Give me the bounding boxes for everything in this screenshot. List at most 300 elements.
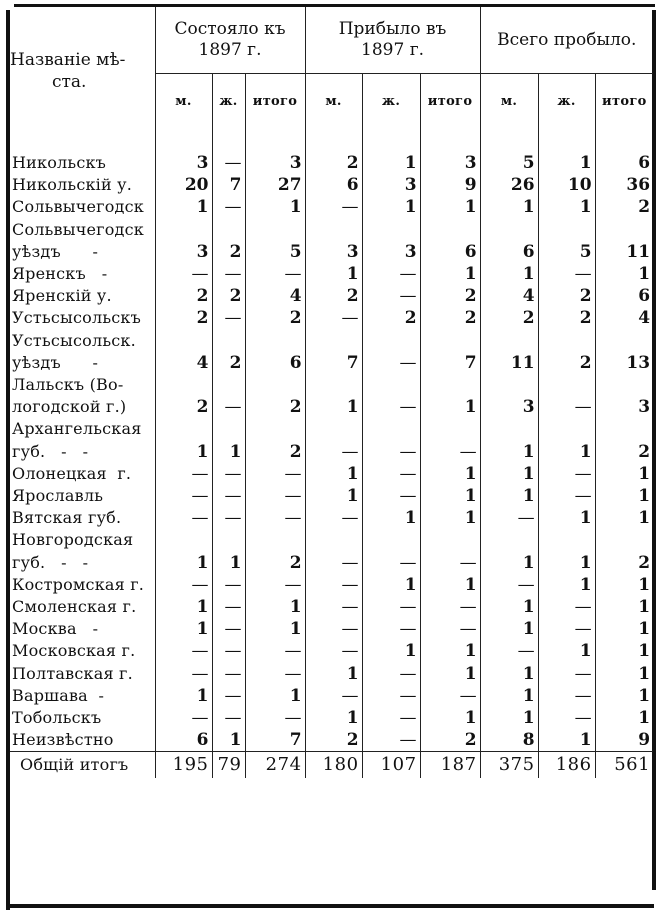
value-cell: — (305, 307, 362, 329)
value-cell (245, 330, 305, 352)
value-cell: 2 (480, 307, 538, 329)
value-cell: 3 (595, 396, 653, 418)
value-cell: — (212, 707, 245, 729)
table-row (10, 263, 653, 285)
value-cell: — (538, 396, 595, 418)
place-name: Ярославль (12, 486, 104, 506)
value-cell: — (155, 640, 212, 662)
value-cell: — (212, 663, 245, 685)
place-name: Новгородская (12, 530, 134, 550)
value-cell: — (362, 263, 420, 285)
value-cell: — (362, 463, 420, 485)
value-cell: 1 (480, 263, 538, 285)
value-cell (595, 374, 653, 396)
value-cell: — (212, 263, 245, 285)
value-cell: 27 (245, 174, 305, 196)
value-cell: — (538, 463, 595, 485)
value-cell: 1 (480, 663, 538, 685)
value-cell (212, 219, 245, 241)
table-row (10, 441, 653, 463)
value-cell: — (538, 618, 595, 640)
value-cell: 13 (595, 352, 653, 374)
total-value: 561 (595, 752, 653, 779)
value-cell (245, 529, 305, 551)
value-cell: 3 (480, 396, 538, 418)
value-cell: 1 (212, 729, 245, 752)
value-cell (155, 330, 212, 352)
value-cell: 2 (362, 307, 420, 329)
value-cell (538, 330, 595, 352)
table-row (10, 285, 653, 307)
table-row (10, 596, 653, 618)
value-cell: 2 (595, 552, 653, 574)
value-cell (480, 529, 538, 551)
value-cell: — (538, 685, 595, 707)
place-name: Московская г. (12, 641, 136, 661)
place-name: Москва - (12, 619, 99, 639)
value-cell: — (155, 663, 212, 685)
value-cell: — (538, 485, 595, 507)
value-cell: — (362, 285, 420, 307)
value-cell: — (305, 196, 362, 218)
value-cell (480, 330, 538, 352)
value-cell: — (362, 663, 420, 685)
place-name: Никольскъ (12, 153, 107, 172)
value-cell: — (362, 352, 420, 374)
value-cell: — (212, 396, 245, 418)
table-body (10, 128, 653, 778)
place-name: Неизвѣстно (12, 730, 114, 750)
value-cell: 1 (538, 152, 595, 174)
value-cell: — (305, 640, 362, 662)
place-name: Сольвычегодск (12, 219, 144, 239)
value-cell: — (538, 596, 595, 618)
value-cell: 3 (362, 174, 420, 196)
value-cell: 1 (538, 640, 595, 662)
value-cell: — (212, 685, 245, 707)
value-cell: 1 (538, 507, 595, 529)
value-cell: 1 (595, 663, 653, 685)
value-cell (305, 418, 362, 440)
value-cell: 1 (538, 574, 595, 596)
subheader-male: м. (155, 74, 212, 129)
total-value: 195 (155, 752, 212, 779)
value-cell: — (362, 441, 420, 463)
value-cell: 2 (155, 285, 212, 307)
group-header-total-stayed: Всего пробыло. (480, 7, 653, 74)
value-cell (480, 418, 538, 440)
group-header-existing: Состояло къ 1897 г. (155, 7, 305, 74)
value-cell: 3 (362, 241, 420, 263)
table-row (10, 663, 653, 685)
value-cell: 1 (595, 596, 653, 618)
table-row (10, 485, 653, 507)
subheader-male: м. (305, 74, 362, 129)
value-cell (420, 418, 480, 440)
value-cell: 6 (595, 285, 653, 307)
value-cell: 1 (212, 441, 245, 463)
value-cell: 1 (420, 507, 480, 529)
table-row (10, 574, 653, 596)
value-cell: — (245, 507, 305, 529)
value-cell (155, 418, 212, 440)
value-cell: — (245, 707, 305, 729)
value-cell: 2 (305, 729, 362, 752)
value-cell: — (245, 663, 305, 685)
value-cell: — (305, 441, 362, 463)
value-cell: 26 (480, 174, 538, 196)
total-row (10, 752, 653, 779)
value-cell: 1 (595, 485, 653, 507)
value-cell: 2 (420, 307, 480, 329)
table-row (10, 685, 653, 707)
table-row (10, 352, 653, 374)
value-cell: 1 (538, 729, 595, 752)
value-cell: — (362, 618, 420, 640)
value-cell: — (362, 485, 420, 507)
value-cell: 2 (420, 285, 480, 307)
value-cell (538, 374, 595, 396)
value-cell: 1 (305, 396, 362, 418)
value-cell (362, 219, 420, 241)
value-cell: 2 (155, 307, 212, 329)
value-cell: — (155, 574, 212, 596)
value-cell: — (420, 441, 480, 463)
value-cell: — (212, 307, 245, 329)
value-cell: 9 (595, 729, 653, 752)
value-cell: 1 (480, 707, 538, 729)
value-cell (595, 529, 653, 551)
value-cell (245, 219, 305, 241)
value-cell (245, 374, 305, 396)
value-cell: 1 (420, 574, 480, 596)
value-cell: — (362, 707, 420, 729)
table-row (10, 418, 653, 440)
value-cell: 1 (595, 574, 653, 596)
value-cell (155, 219, 212, 241)
value-cell: — (305, 552, 362, 574)
table-row (10, 152, 653, 174)
value-cell: 2 (538, 307, 595, 329)
value-cell: — (420, 552, 480, 574)
value-cell: 5 (538, 241, 595, 263)
value-cell: — (362, 729, 420, 752)
value-cell: 1 (155, 196, 212, 218)
place-name-header: Названіе мѣ- ста. (10, 49, 126, 92)
value-cell: 2 (595, 441, 653, 463)
value-cell: — (362, 396, 420, 418)
value-cell: 1 (362, 640, 420, 662)
value-cell (480, 219, 538, 241)
value-cell: — (155, 463, 212, 485)
value-cell (212, 374, 245, 396)
place-name: Олонецкая г. (12, 463, 132, 483)
place-name: Смоленская г. (12, 597, 137, 617)
value-cell: — (155, 507, 212, 529)
value-cell: 1 (420, 196, 480, 218)
value-cell: — (305, 596, 362, 618)
value-cell: — (245, 574, 305, 596)
place-name: Яренскій у. (12, 286, 112, 306)
place-name: уѣздъ - (12, 241, 99, 261)
value-cell: 1 (595, 707, 653, 729)
statistics-table (10, 7, 653, 778)
value-cell: 1 (595, 618, 653, 640)
value-cell: 4 (480, 285, 538, 307)
value-cell: 2 (212, 352, 245, 374)
value-cell: — (305, 507, 362, 529)
total-label: Общій итогъ (10, 752, 155, 779)
value-cell: 2 (420, 729, 480, 752)
value-cell (362, 374, 420, 396)
value-cell (305, 529, 362, 551)
value-cell: 1 (595, 685, 653, 707)
place-name: Тобольскъ (12, 708, 102, 728)
value-cell: 1 (245, 685, 305, 707)
table-row (10, 330, 653, 352)
value-cell (305, 330, 362, 352)
value-cell (595, 330, 653, 352)
subheader-total: итого (595, 74, 653, 129)
value-cell: 3 (245, 152, 305, 174)
value-cell (212, 529, 245, 551)
value-cell: — (362, 552, 420, 574)
group-header-arrived: Прибыло въ 1897 г. (305, 7, 480, 74)
value-cell: 4 (245, 285, 305, 307)
table-row (10, 174, 653, 196)
value-cell: 1 (420, 463, 480, 485)
table-row (10, 640, 653, 662)
value-cell: 1 (420, 485, 480, 507)
value-cell (362, 330, 420, 352)
value-cell: — (212, 463, 245, 485)
value-cell: 7 (420, 352, 480, 374)
value-cell: — (480, 640, 538, 662)
subheader-total: итого (420, 74, 480, 129)
value-cell: 4 (155, 352, 212, 374)
value-cell (595, 219, 653, 241)
value-cell: 6 (305, 174, 362, 196)
value-cell: 1 (595, 263, 653, 285)
value-cell: 10 (538, 174, 595, 196)
place-name: Лальскъ (Во- (12, 375, 124, 395)
value-cell: — (305, 618, 362, 640)
total-value: 274 (245, 752, 305, 779)
value-cell: — (305, 574, 362, 596)
subheader-male: м. (480, 74, 538, 129)
value-cell: — (212, 196, 245, 218)
value-cell: 1 (480, 552, 538, 574)
value-cell: 6 (420, 241, 480, 263)
value-cell: — (212, 507, 245, 529)
value-cell: 1 (595, 507, 653, 529)
value-cell: — (420, 596, 480, 618)
table-row (10, 729, 653, 752)
value-cell: — (212, 618, 245, 640)
value-cell: 1 (362, 507, 420, 529)
value-cell: 1 (595, 640, 653, 662)
table-row (10, 507, 653, 529)
value-cell: 1 (362, 152, 420, 174)
value-cell: 1 (155, 685, 212, 707)
table-row (10, 618, 653, 640)
value-cell: — (420, 618, 480, 640)
value-cell: 1 (420, 263, 480, 285)
value-cell: 1 (480, 685, 538, 707)
value-cell (420, 219, 480, 241)
value-cell (362, 529, 420, 551)
value-cell: 1 (305, 263, 362, 285)
value-cell: 20 (155, 174, 212, 196)
value-cell: — (538, 263, 595, 285)
subheader-female: ж. (362, 74, 420, 129)
value-cell: 2 (212, 241, 245, 263)
place-name: губ. - - (12, 552, 89, 572)
place-name: Устьсысольскъ (12, 308, 141, 328)
table-row (10, 241, 653, 263)
value-cell: 3 (420, 152, 480, 174)
value-cell: — (420, 685, 480, 707)
table-row (10, 196, 653, 218)
value-cell: 2 (305, 285, 362, 307)
value-cell: — (155, 707, 212, 729)
place-name: логодской г.) (12, 397, 127, 417)
table-row (10, 707, 653, 729)
place-name: Костромская г. (12, 574, 145, 594)
value-cell: 1 (538, 552, 595, 574)
total-value: 187 (420, 752, 480, 779)
value-cell (538, 219, 595, 241)
table-row (10, 396, 653, 418)
value-cell: 1 (305, 663, 362, 685)
value-cell: 2 (245, 552, 305, 574)
value-cell: 1 (362, 574, 420, 596)
value-cell: — (245, 640, 305, 662)
value-cell: 1 (595, 463, 653, 485)
value-cell: 6 (480, 241, 538, 263)
value-cell: 2 (538, 285, 595, 307)
value-cell: 1 (480, 463, 538, 485)
value-cell: 1 (245, 196, 305, 218)
value-cell: 1 (480, 618, 538, 640)
place-name: Никольскій у. (12, 175, 133, 195)
value-cell: 5 (245, 241, 305, 263)
value-cell: 1 (362, 196, 420, 218)
value-cell (212, 418, 245, 440)
value-cell (305, 374, 362, 396)
value-cell: 1 (480, 441, 538, 463)
value-cell: 5 (480, 152, 538, 174)
value-cell (420, 330, 480, 352)
place-name: Вятская губ. (12, 508, 122, 528)
place-name: губ. - - (12, 441, 89, 461)
value-cell (362, 418, 420, 440)
value-cell: 7 (212, 174, 245, 196)
value-cell: 11 (480, 352, 538, 374)
value-cell: 4 (595, 307, 653, 329)
value-cell: — (480, 507, 538, 529)
value-cell: — (305, 685, 362, 707)
place-name: уѣздъ - (12, 352, 99, 372)
subheader-total: итого (245, 74, 305, 129)
value-cell: 1 (155, 441, 212, 463)
value-cell: 2 (245, 307, 305, 329)
value-cell: 7 (245, 729, 305, 752)
value-cell: 1 (212, 552, 245, 574)
value-cell: — (212, 485, 245, 507)
table-row (10, 307, 653, 329)
value-cell: — (538, 707, 595, 729)
value-cell: 1 (480, 596, 538, 618)
value-cell: — (212, 640, 245, 662)
table-row (10, 219, 653, 241)
value-cell: 2 (212, 285, 245, 307)
value-cell: — (155, 485, 212, 507)
value-cell (420, 374, 480, 396)
value-cell: 1 (245, 618, 305, 640)
spacer-row (10, 128, 653, 152)
value-cell: — (362, 596, 420, 618)
value-cell: 6 (155, 729, 212, 752)
table-row (10, 463, 653, 485)
value-cell: 1 (420, 640, 480, 662)
total-value: 79 (212, 752, 245, 779)
value-cell: 7 (305, 352, 362, 374)
place-name: Варшава - (12, 685, 105, 705)
total-value: 180 (305, 752, 362, 779)
value-cell: 1 (245, 596, 305, 618)
value-cell: 1 (420, 707, 480, 729)
table-row (10, 529, 653, 551)
value-cell: — (212, 596, 245, 618)
value-cell: 1 (155, 552, 212, 574)
value-cell: 6 (245, 352, 305, 374)
value-cell: 1 (480, 485, 538, 507)
value-cell: 11 (595, 241, 653, 263)
value-cell: 1 (538, 196, 595, 218)
subheader-female: ж. (538, 74, 595, 129)
value-cell: 1 (420, 396, 480, 418)
value-cell: — (245, 463, 305, 485)
value-cell: 1 (305, 463, 362, 485)
value-cell: — (538, 663, 595, 685)
value-cell (155, 374, 212, 396)
value-cell: 6 (595, 152, 653, 174)
total-value: 186 (538, 752, 595, 779)
value-cell: 1 (538, 441, 595, 463)
value-cell (245, 418, 305, 440)
value-cell (538, 418, 595, 440)
value-cell: 36 (595, 174, 653, 196)
place-name: Полтавская г. (12, 663, 133, 683)
value-cell: 1 (480, 196, 538, 218)
total-value: 107 (362, 752, 420, 779)
value-cell: — (245, 485, 305, 507)
value-cell: 3 (305, 241, 362, 263)
bottom-rule (6, 904, 654, 908)
value-cell: — (155, 263, 212, 285)
value-cell: 1 (155, 618, 212, 640)
value-cell (305, 219, 362, 241)
value-cell: 2 (155, 396, 212, 418)
value-cell: 2 (538, 352, 595, 374)
value-cell: — (212, 152, 245, 174)
value-cell (538, 529, 595, 551)
value-cell: — (245, 263, 305, 285)
value-cell: 8 (480, 729, 538, 752)
table-row (10, 552, 653, 574)
value-cell: 3 (155, 152, 212, 174)
